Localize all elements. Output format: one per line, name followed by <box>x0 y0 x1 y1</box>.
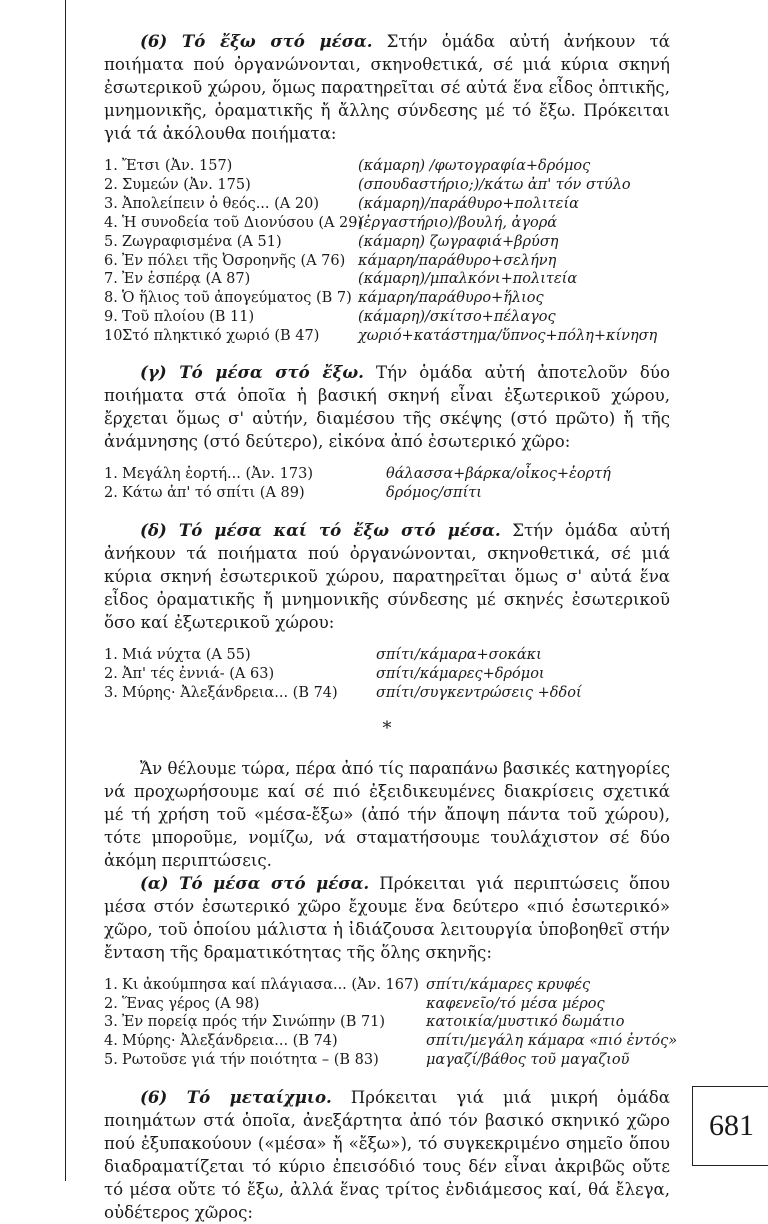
section-separator: * <box>382 717 392 739</box>
item-number: 1. <box>104 646 118 663</box>
item-number: 6. <box>104 252 118 269</box>
item-number: 2. <box>104 484 118 501</box>
page-text <box>104 30 678 1224</box>
list-item <box>104 233 670 252</box>
poem-setting: μαγαζί/βάθος τοῦ μαγαζιοῦ <box>426 1052 630 1069</box>
poem-title: Μύρης· Ἀλεξάνδρεια... (Β 74) <box>122 1033 338 1050</box>
poem-title: Ἔτσι (Ἀν. 157) <box>122 158 233 174</box>
poem-setting: σπίτι/μεγάλη κάμαρα «πιό ἐντός» <box>426 1033 678 1050</box>
poem-title: Ἕνας γέρος (Α 98) <box>122 995 260 1012</box>
list-item <box>104 327 670 346</box>
poem-title: Κάτω ἀπ' τό σπίτι (Α 89) <box>122 484 305 501</box>
poem-title: Ἐν πόλει τῆς Ὀσροηνῆς (Α 76) <box>122 252 346 269</box>
poem-setting: σπίτι/κάμαρες κρυφές <box>426 976 591 993</box>
intro-paragraph: Ἄν θέλουμε τώρα, πέρα ἀπό τίς παραπάνω βασικές κατηγορίες νά προχωρήσουμε καί σέ πιό ἐξειδικευμένες διακρίσεις σχετικά μέ τή χρήση τοῦ «μέσα-ἔξω» (ἀπό τήν ἄποψη πάντα τοῦ χώρου), τότε μποροῦμε, νομίζω, νά σταματήσουμε τουλάχιστον σέ δύο ἀκόμη περιπτώσεις. <box>104 758 670 870</box>
item-number: 3. <box>104 684 118 701</box>
poem-title: Ἀπολείπειν ὁ θεός... (Α 20) <box>122 195 319 212</box>
section-a-heading: (α) Τό μέσα στό μέσα. <box>140 872 370 893</box>
page-number-box <box>692 1086 768 1166</box>
poem-setting: (κάμαρη) ζωγραφιά+βρύση <box>358 233 559 250</box>
item-number: 2. <box>104 176 118 193</box>
poem-title: Ἐν ἑσπέρᾳ (Α 87) <box>122 271 251 288</box>
list-item <box>104 308 670 327</box>
list-item <box>104 289 670 308</box>
item-number: 8. <box>104 290 118 307</box>
poem-setting: σπίτι/κάμαρα+σοκάκι <box>376 646 542 663</box>
list-item <box>104 270 670 289</box>
section-b2-text: Πρόκειται γιά μιά μικρή ὁμάδα ποιημάτων στά ὁποῖα, ἀνεξάρτητα ἀπό τόν βασικό σκηνικό χῶρο πού ἐξυπακούουν («μέσα» ἤ «ἔξω»), τό συγκεκριμένο σημεῖο ὅπου διαδραματίζεται τό κύριο ἐπεισόδιό τους δέν εἶναι ἀκριβῶς οὔτε τό μέσα οὔτε τό ἔξω, ἀλλά ἕνας τρίτος ἐνδιάμεσος καί, θά ἔλεγα, οὐδέτερος χῶρος: <box>104 1088 670 1223</box>
list-item <box>104 176 670 195</box>
poem-setting: κάμαρη/παράθυρο+σελήνη <box>358 252 557 269</box>
item-number: 3. <box>104 195 118 212</box>
poem-setting: σπίτι/κάμαρες+δρόμοι <box>376 665 545 682</box>
section-g-heading: (γ) Τό μέσα στό ἔξω. <box>140 362 364 383</box>
section-d-paragraph <box>104 519 670 634</box>
poem-setting: (σπουδαστήριο;)/κάτω ἀπ' τόν στύλο <box>358 176 631 193</box>
list-item <box>104 976 670 995</box>
list-item <box>104 195 670 214</box>
list-item <box>104 684 670 703</box>
poem-setting: (κάμαρη)/σκίτσο+πέλαγος <box>358 309 556 326</box>
item-number: 9. <box>104 309 118 326</box>
section-a-list <box>104 976 678 1071</box>
section-b-heading: (6) Τό ἔξω στό μέσα. <box>140 31 373 51</box>
list-item <box>104 157 670 176</box>
item-number: 1. <box>104 976 118 993</box>
list-item <box>104 214 670 233</box>
poem-title: Στό πληκτικό χωριό (Β 47) <box>122 328 320 345</box>
section-d-text: Στήν ὁμάδα αὐτή ἀνήκουν τά ποιήματα πού ὀργανώνονται, σκηνοθετικά, σέ μιά κύρια σκηνή ἐσωτερικοῦ χώρου, παρατηρεῖται ὅμως σ' αὐτά ἕνα εἶδος ὀραματικῆς ἤ μνημονικῆς σύνδεσης μέ σκηνές ἐσωτερικοῦ ὅσο καί ἐξωτερικοῦ χώρου: <box>104 520 671 632</box>
list-item <box>104 665 670 684</box>
poem-title: Ρωτοῦσε γιά τήν ποιότητα – (Β 83) <box>122 1052 379 1069</box>
list-item <box>104 484 670 503</box>
poem-title: Ὁ ἥλιος τοῦ ἀπογεύματος (Β 7) <box>122 290 352 307</box>
item-number: 5. <box>104 1052 118 1069</box>
poem-title: Τοῦ πλοίου (Β 11) <box>122 309 255 326</box>
poem-title: Ἡ συνοδεία τοῦ Διονύσου (Α 29) <box>122 214 364 231</box>
section-d-heading: (δ) Τό μέσα καί τό ἔξω στό μέσα. <box>140 519 501 540</box>
item-number: 2. <box>104 995 118 1012</box>
list-item <box>104 465 670 484</box>
item-number: 1. <box>104 158 118 174</box>
section-g-text: Τήν ὁμάδα αὐτή ἀποτελοῦν δύο ποιήματα στά ὁποῖα ἡ βασική σκηνή εἶναι ἐξωτερικοῦ χώρου, ἔρχεται ὅμως σ' αὐτήν, διαμέσου τῆς σκέψης (στό πρῶτο) ἤ τῆς ἀνάμνησης (στό δεύτερο), εἰκόνα ἀπό ἐσωτερικό χῶρο: <box>104 363 670 452</box>
poem-setting: σπίτι/συγκεντρώσεις +δδοί <box>376 684 582 701</box>
poem-title: Μιά νύχτα (Α 55) <box>122 646 251 663</box>
poem-title: Ἐν πορείᾳ πρός τήν Σινώπην (Β 71) <box>122 1014 386 1031</box>
poem-setting: κάμαρη/παράθυρο+ἥλιος <box>358 290 544 307</box>
poem-title: Ζωγραφισμένα (Α 51) <box>122 233 282 250</box>
item-number: 7. <box>104 271 118 288</box>
poem-setting: θάλασσα+βάρκα/οἶκος+ἑορτή <box>386 466 611 483</box>
section-b-paragraph <box>104 30 670 145</box>
poem-setting: δρόμος/σπίτι <box>386 484 482 501</box>
section-b-text: Στήν ὁμάδα αὐτή ἀνήκουν τά ποιήματα πού ὀργανώνονται, σκηνοθετικά, σέ μιά κύρια σκηνή ἐσωτερικοῦ χώρου, ὅμως παρατηρεῖται σέ αὐτά ἕνα εἶδος ὀπτικῆς, μνημονικῆς, ὀραματικῆς ἤ ἄλλης σύνδεσης μέ τό ἔξω. Πρόκειται γιά τά ἀκόλουθα ποιήματα: <box>104 32 670 143</box>
section-d-list <box>104 646 670 703</box>
list-item <box>104 646 670 665</box>
item-number: 1. <box>104 466 118 483</box>
section-a-paragraph <box>104 872 670 964</box>
list-item <box>104 1051 670 1070</box>
item-number: 4. <box>104 214 118 231</box>
section-a-text: Πρόκειται γιά περιπτώσεις ὅπου μέσα στόν ἐσωτερικό χῶρο ἔχουμε ἕνα δεύτερο «πιό ἐσωτερικό» χῶρο, τοῦ ὁποίου μάλιστα ἡ ἰδιάζουσα λειτουργία ὑποβοηθεῖ στήν ἔνταση τῆς δραματικότητας τῆς ὅλης σκηνῆς: <box>104 873 671 962</box>
poem-setting: κατοικία/μυστικό δωμάτιο <box>426 1014 625 1031</box>
item-number: 10. <box>104 328 128 345</box>
poem-setting: καφενεῖο/τό μέσα μέρος <box>426 995 605 1012</box>
page-number: 681 <box>709 1109 754 1142</box>
poem-title: Κι ἀκούμπησα καί πλάγιασα... (Ἀν. 167) <box>122 976 419 993</box>
list-item <box>104 252 670 271</box>
section-b-list <box>104 157 670 346</box>
item-number: 2. <box>104 665 118 682</box>
item-number: 5. <box>104 233 118 250</box>
poem-title: Μεγάλη ἑορτή... (Ἀν. 173) <box>122 466 313 483</box>
section-g-list <box>104 465 670 503</box>
poem-setting: (ἐργαστήριο)/βουλή, ἀγορά <box>358 214 558 231</box>
section-b2-paragraph <box>104 1086 670 1224</box>
poem-setting: (κάμαρη) /φωτογραφία+δρόμος <box>358 158 591 174</box>
poem-setting: (κάμαρη)/μπαλκόνι+πολιτεία <box>358 271 578 288</box>
poem-title: Ἀπ' τές ἐννιά- (Α 63) <box>122 665 275 682</box>
poem-title: Συμεών (Ἀν. 175) <box>122 176 251 193</box>
list-item <box>104 995 670 1014</box>
list-item <box>104 1013 670 1032</box>
section-g-paragraph <box>104 361 670 453</box>
poem-setting: χωριό+κατάστημα/ὕπνος+πόλη+κίνηση <box>358 328 658 345</box>
poem-setting: (κάμαρη)/παράθυρο+πολιτεία <box>358 195 579 212</box>
poem-title: Μύρης· Ἀλεξάνδρεια... (Β 74) <box>122 684 338 701</box>
list-item <box>104 1032 678 1051</box>
item-number: 4. <box>104 1033 118 1050</box>
item-number: 3. <box>104 1014 118 1031</box>
margin-rule <box>65 0 66 1181</box>
section-b2-heading: (6) Τό μεταίχμιο. <box>140 1087 332 1108</box>
